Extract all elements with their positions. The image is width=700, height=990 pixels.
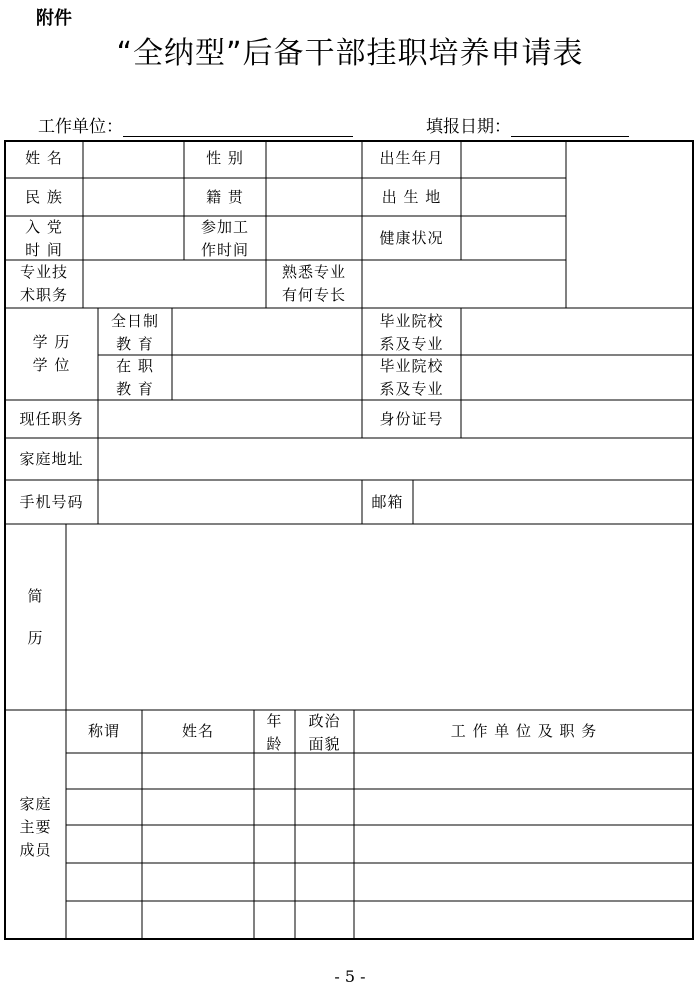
inservice-school-line-1: 毕业院校	[379, 357, 444, 375]
resume-label-top: 简	[27, 587, 44, 605]
col-name-header: 姓名	[181, 722, 214, 740]
work-start-line-2: 作时间	[200, 241, 249, 259]
professional-title-label	[5, 261, 83, 307]
family-members-label	[5, 793, 66, 862]
fulltime-line-1: 全日制	[110, 312, 159, 330]
inservice-line-1: 在 职	[116, 357, 154, 375]
origin-label: 籍 贯	[206, 188, 244, 206]
work-start-line-1: 参加工	[200, 218, 249, 236]
col-age-line-1: 年	[266, 712, 283, 730]
fulltime-school-line-1: 毕业院校	[379, 312, 444, 330]
col-relation-header: 称谓	[87, 722, 120, 740]
col-age-header	[254, 710, 295, 756]
fulltime-line-2: 教 育	[116, 335, 154, 353]
expertise-line-1: 熟悉专业	[281, 263, 346, 281]
col-political-line-1: 政治	[308, 712, 341, 730]
page-title: “全纳型”后备干部挂职培养申请表	[116, 36, 584, 71]
inservice-school-line-2: 系及专业	[379, 380, 444, 398]
party-date-line-2: 时 间	[25, 241, 63, 259]
family-line-2: 主要	[19, 818, 52, 836]
name-label: 姓 名	[25, 149, 63, 167]
inservice-education-label	[98, 355, 172, 401]
fulltime-education-label	[98, 310, 172, 356]
unit-label: 工作单位：	[38, 117, 123, 137]
email-label: 邮箱	[371, 493, 404, 511]
health-label: 健康状况	[379, 229, 444, 247]
col-work-header: 工 作 单 位 及 职 务	[450, 722, 598, 740]
birth-label: 出生年月	[379, 149, 444, 167]
id-number-label: 身份证号	[379, 410, 444, 428]
mobile-label: 手机号码	[19, 493, 84, 511]
current-position-label: 现任职务	[19, 410, 84, 428]
education-label	[5, 331, 98, 377]
party-date-line-1: 入 党	[25, 218, 63, 236]
education-line-2: 学 位	[32, 356, 71, 374]
family-line-3: 成员	[19, 841, 52, 859]
col-political-header	[295, 710, 354, 756]
family-line-1: 家庭	[19, 795, 52, 813]
professional-title-line-2: 术职务	[19, 286, 68, 304]
inservice-school-label	[362, 355, 461, 401]
gender-label: 性 别	[206, 149, 244, 167]
page-number: - 5 -	[334, 967, 366, 986]
work-start-label	[184, 216, 266, 262]
ethnicity-label: 民 族	[25, 188, 63, 206]
expertise-line-2: 有何专长	[281, 286, 346, 304]
home-address-label: 家庭地址	[19, 450, 84, 468]
attachment-label: 附件	[36, 8, 72, 29]
resume-label-bottom: 历	[27, 629, 44, 647]
date-label: 填报日期：	[426, 117, 511, 137]
fulltime-school-line-2: 系及专业	[379, 335, 444, 353]
birthplace-label: 出 生 地	[381, 188, 442, 206]
party-date-label	[5, 216, 83, 262]
inservice-line-2: 教 育	[116, 380, 154, 398]
fulltime-school-label	[362, 310, 461, 356]
professional-title-line-1: 专业技	[19, 263, 68, 281]
expertise-label	[266, 261, 362, 307]
col-age-line-2: 龄	[266, 735, 283, 753]
col-political-line-2: 面貌	[308, 735, 341, 753]
education-line-1: 学 历	[32, 333, 71, 351]
